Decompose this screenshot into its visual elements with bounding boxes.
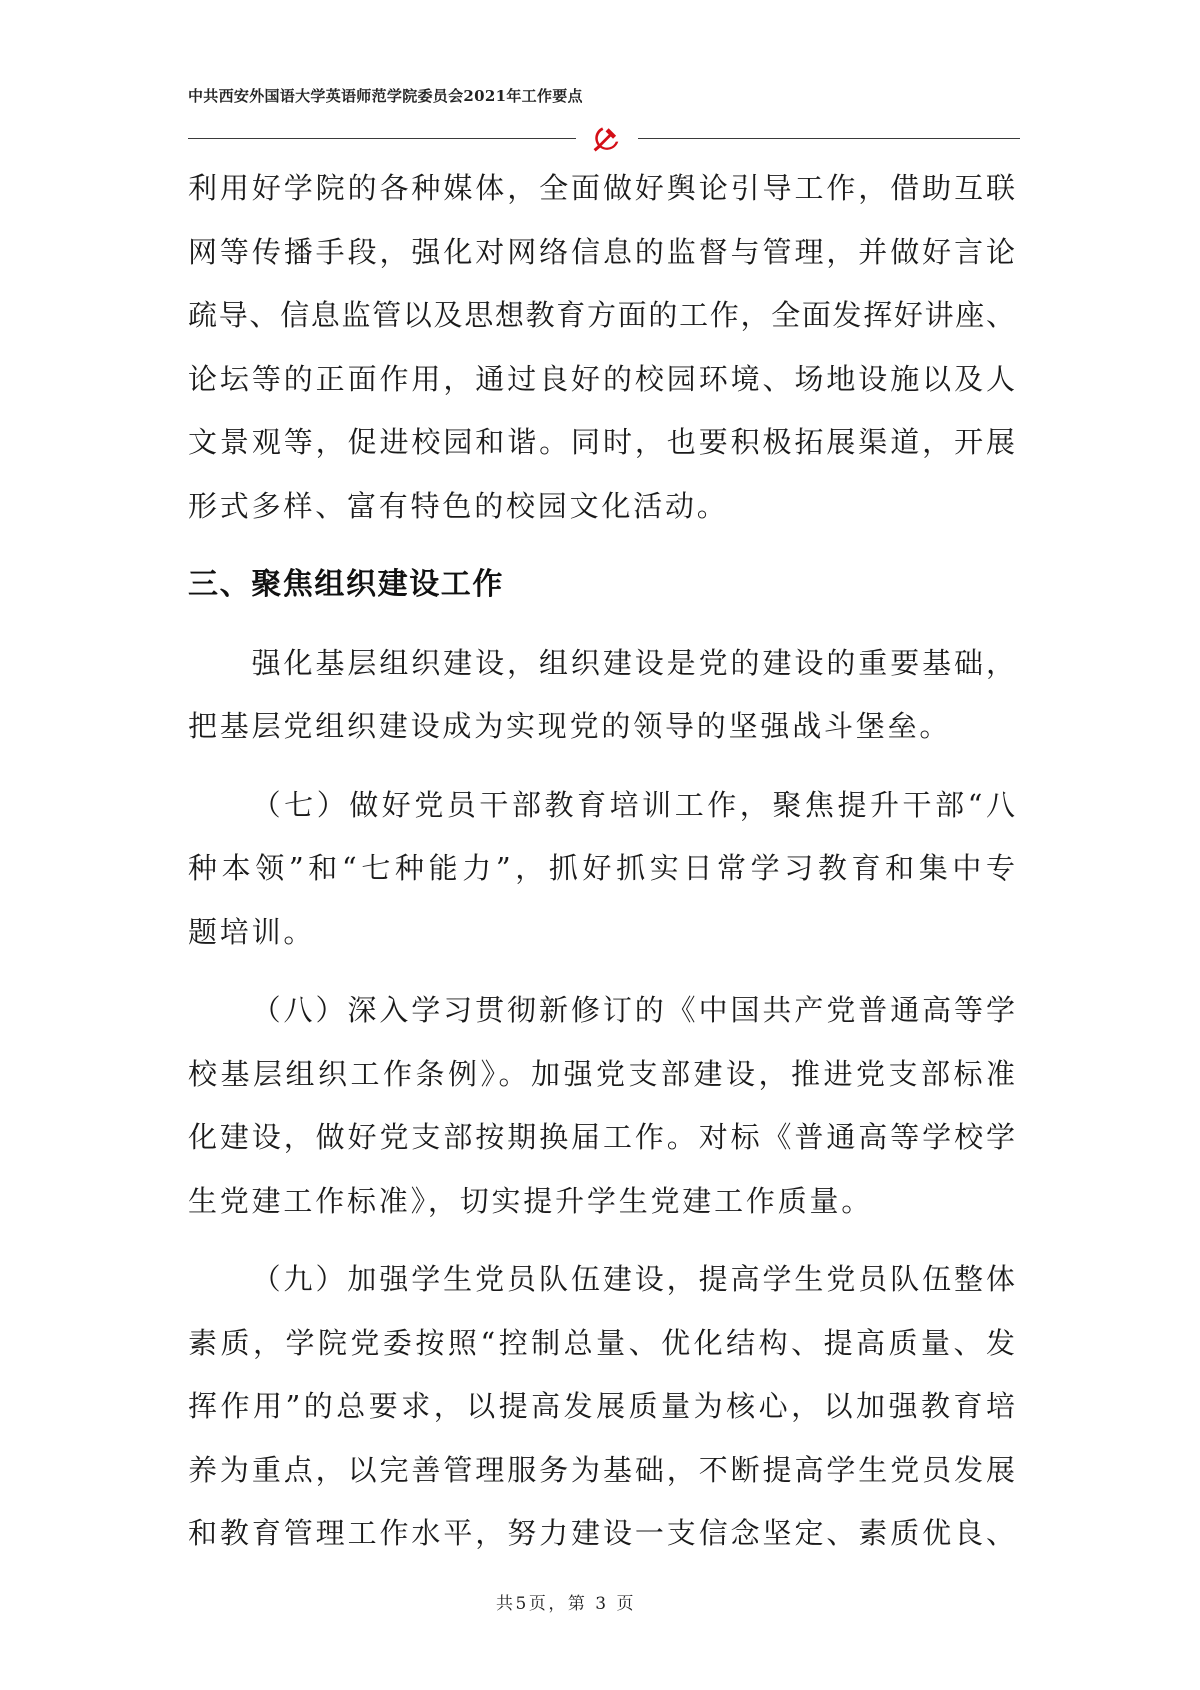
running-header-title: 中共西安外国语大学英语师范学院委员会2021年工作要点 — [188, 87, 583, 105]
paragraph-line: （八）深入学习贯彻新修订的《中国共产党普通高等学 — [251, 993, 1015, 1027]
item-paragraph-9 — [188, 1248, 1015, 1566]
paragraph-line: 校基层组织工作条例》。加强党支部建设，推进党支部标准 — [188, 1056, 1015, 1091]
divider-line-right — [638, 138, 1020, 139]
section-heading: 三、聚焦组织建设工作 — [188, 567, 504, 602]
continued-paragraph — [188, 157, 1015, 538]
section-intro-paragraph — [188, 632, 1015, 759]
divider-line-left — [188, 138, 576, 139]
section-heading-block — [188, 553, 1015, 617]
paragraph-line: 挥作用”的总要求，以提高发展质量为核心，以加强教育培 — [188, 1389, 1015, 1423]
paragraph-line: （七）做好党员干部教育培训工作，聚焦提升干部“八 — [251, 787, 1015, 822]
paragraph-line: 生党建工作标准》，切实提升学生党建工作质量。 — [188, 1183, 874, 1218]
document-body — [188, 157, 1015, 1581]
paragraph-line: 网等传播手段，强化对网络信息的监督与管理，并做好言论 — [188, 234, 1015, 269]
paragraph-line: 化建设，做好党支部按期换届工作。对标《普通高等学校学 — [188, 1120, 1015, 1154]
paragraph-line: 和教育管理工作水平，努力建设一支信念坚定、素质优良、 — [188, 1516, 1015, 1550]
paragraph-line: 种本领”和“七种能力”，抓好抓实日常学习教育和集中专 — [188, 851, 1015, 885]
paragraph-line: 文景观等，促进校园和谐。同时，也要积极拓展渠道，开展 — [188, 425, 1015, 459]
paragraph-line: 题培训。 — [188, 914, 316, 949]
paragraph-line: 把基层党组织建设成为实现党的领导的坚强战斗堡垒。 — [188, 709, 952, 743]
page-number-footer: 共5页，第 3 页 — [496, 1594, 636, 1614]
party-emblem-graphic — [591, 123, 622, 154]
hammer-handle — [597, 134, 611, 148]
party-emblem-shapes — [594, 127, 619, 151]
paragraph-line: 论坛等的正面作用，通过良好的校园环境、场地设施以及人 — [188, 361, 1015, 396]
item-paragraph-8 — [188, 979, 1015, 1233]
item-paragraph-7 — [188, 774, 1015, 965]
party-emblem-icon — [591, 123, 622, 154]
paragraph-line: （九）加强学生党员队伍建设，提高学生党员队伍整体 — [251, 1262, 1015, 1296]
paragraph-line: 利用好学院的各种媒体，全面做好舆论引导工作，借助互联 — [188, 171, 1015, 205]
paragraph-line: 养为重点，以完善管理服务为基础，不断提高学生党员发展 — [188, 1452, 1015, 1487]
paragraph-line: 素质，学院党委按照“控制总量、优化结构、提高质量、发 — [188, 1325, 1015, 1360]
paragraph-line: 形式多样、富有特色的校园文化活动。 — [188, 488, 729, 523]
paragraph-line: 强化基层组织建设，组织建设是党的建设的重要基础， — [251, 645, 1015, 680]
paragraph-line: 疏导、信息监管以及思想教育方面的工作，全面发挥好讲座、 — [188, 298, 1015, 332]
